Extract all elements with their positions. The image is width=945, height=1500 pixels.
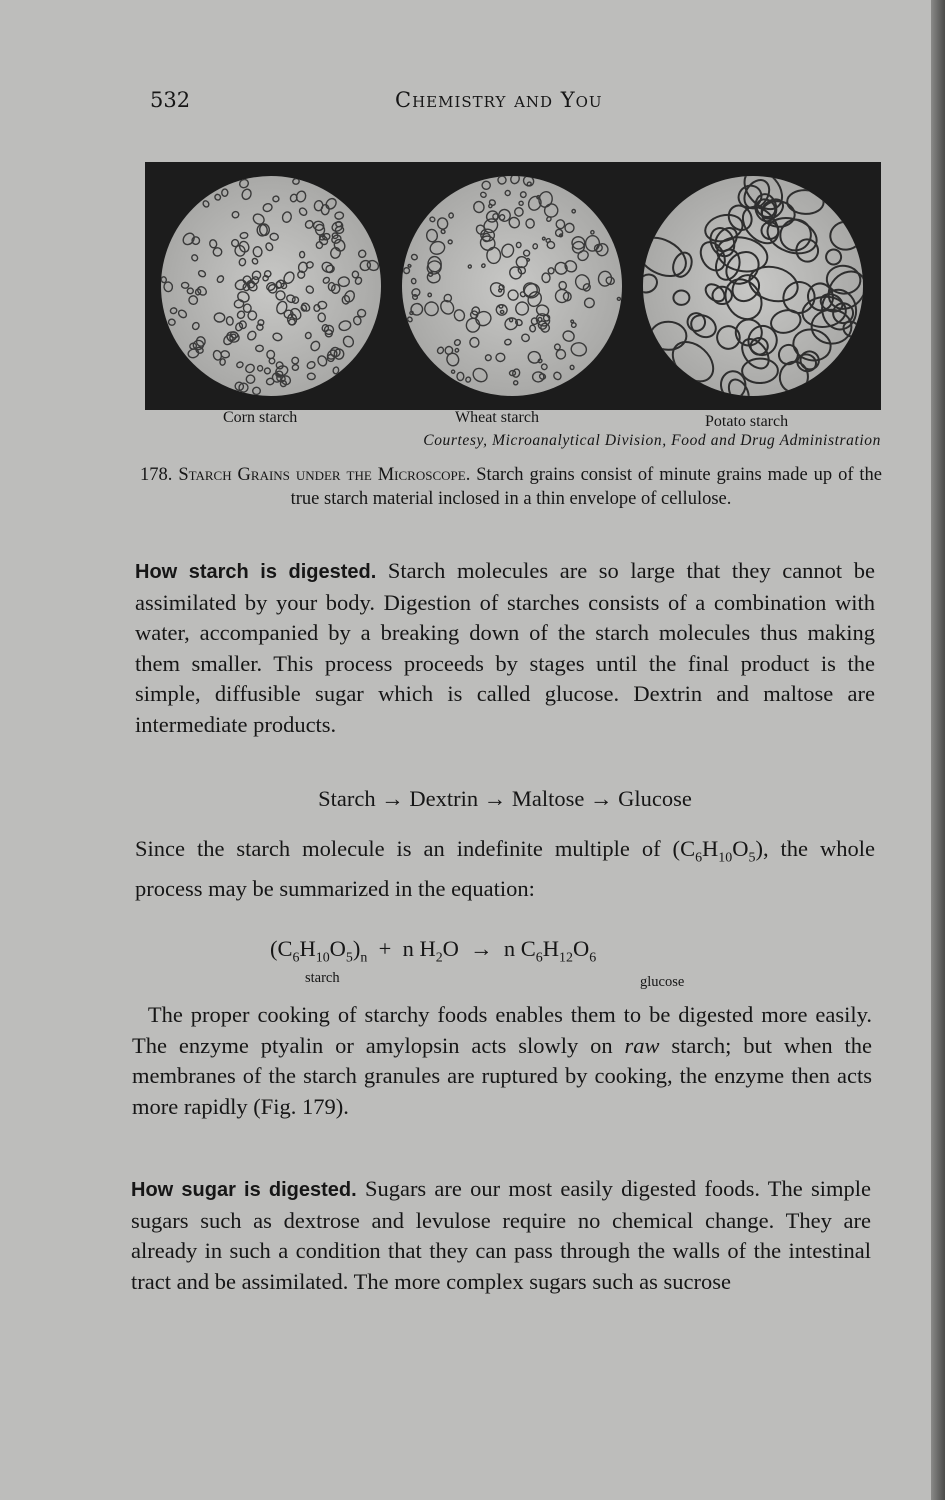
arrow-icon: → <box>470 936 493 961</box>
arrow-icon: → <box>483 786 507 811</box>
flow-step: Maltose <box>511 786 585 811</box>
starch-section-heading: How starch is digested. <box>135 561 377 583</box>
flow-step: Glucose <box>618 786 692 811</box>
micrograph-panels <box>145 162 881 410</box>
running-title: Chemistry and You <box>395 88 603 112</box>
figure-caption-text: Starch grains consist of minute grains made up of the true starch material inclosed in a thin envelope of cellulose. <box>290 465 883 509</box>
multiple-text-before: Since the starch molecule is an indefinite multiple of <box>135 836 661 861</box>
starch-section-text: Starch molecules are so large that they cannot be assimilated by your body. Digestion of starches consists of a combination with water, accompanied by a breaking down of the starch molecules thus making them smaller. This process proceeds by stages until the final product is the simple, diffusible sugar which is called glucose. Dextrin and maltose are intermediate products. <box>135 558 876 737</box>
sugar-section-text: Sugars are our most easily digested foods. The simple sugars such as dextrose and levulose require no chemical change. They are already in such a condition that they can pass through the walls of the intestinal tract and be assimilated. The more complex sugars such as sucrose <box>131 1176 872 1294</box>
digestion-flow <box>135 786 875 812</box>
flow-step: Starch <box>318 786 376 811</box>
running-head <box>150 88 880 124</box>
figure-panel-labels <box>145 409 881 429</box>
page-number: 532 <box>150 88 191 112</box>
multiple-paragraph: Since the starch molecule is an indefinite multiple of $(C_6H_{10}O_5)$, the whole process may be summarized in the equation: <box>135 836 875 901</box>
starch-grains-figure <box>145 162 881 410</box>
arrow-icon: → <box>589 786 613 811</box>
starch-label: starch <box>305 970 340 986</box>
equation-formula: $(C_6H_{10}O_5)_n + n$ $H_2O \to n$ $C_6H_{12}O_6$ <box>270 936 597 966</box>
digestion-equation <box>135 936 875 996</box>
figure-caption <box>140 463 882 511</box>
corn-starch-label: Corn starch <box>223 409 298 426</box>
flow-step: Dextrin <box>409 786 479 811</box>
sugar-section-heading: How sugar is digested. <box>131 1179 357 1201</box>
cooking-paragraph: The proper cooking of starchy foods enables them to be digested more easily. The enzyme ptyalin or amylopsin acts slowly on raw starch; but when the membranes of the starch granules are ruptured by cooking, the enzyme then acts more rapidly (Fig. 179). <box>132 1002 873 1119</box>
potato-starch-label: Potato starch <box>705 413 789 430</box>
page-edge-shadow <box>931 0 945 1500</box>
raw-emphasis: raw <box>624 1032 660 1058</box>
figure-credit: Courtesy, Microanalytical Division, Food and Drug Administration <box>423 432 881 449</box>
multiple-text-after: , the whole process may be summarized in the equation: <box>135 836 875 901</box>
sugar-digestion-paragraph <box>131 1174 871 1297</box>
wheat-starch-label: Wheat starch <box>455 409 539 426</box>
glucose-label: glucose <box>640 974 685 990</box>
arrow-icon: → <box>381 786 404 811</box>
figure-title: Starch Grains under the Microscope. <box>178 465 471 485</box>
figure-number: 178. <box>140 465 173 485</box>
starch-digestion-paragraph <box>135 556 875 740</box>
